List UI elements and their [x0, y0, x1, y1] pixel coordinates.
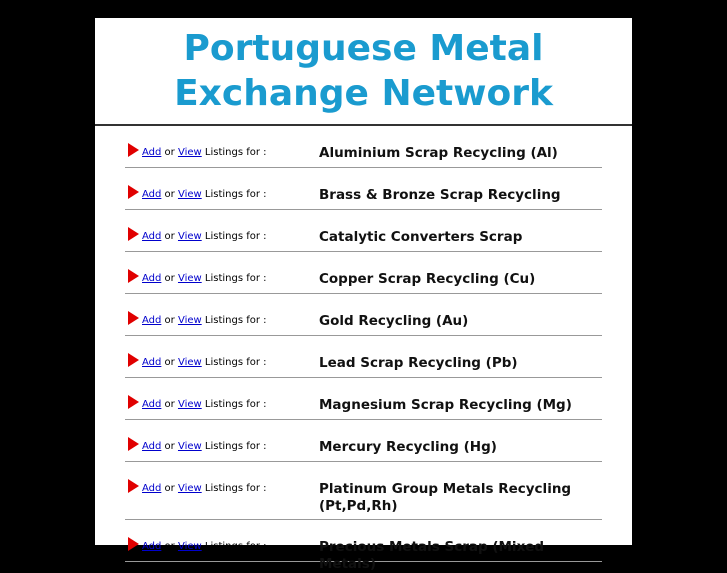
metal-name: Brass & Bronze Scrap Recycling — [319, 187, 561, 203]
arrow-right-icon — [128, 479, 139, 493]
or-text: or — [161, 357, 178, 368]
arrow-right-icon — [128, 269, 139, 283]
listings-for-text: Listings for : — [201, 399, 267, 410]
or-text: or — [161, 231, 178, 242]
metal-name: Precious Metals Scrap (Mixed Metals) — [319, 539, 545, 572]
listings-for-text: Listings for : — [201, 541, 267, 552]
or-text: or — [161, 315, 178, 326]
listings-for-text: Listings for : — [201, 147, 267, 158]
metal-name: Platinum Group Metals Recycling (Pt,Pd,Rh) — [319, 481, 572, 514]
add-link[interactable]: Add — [142, 189, 162, 200]
list-item — [125, 336, 602, 378]
arrow-right-icon — [128, 353, 139, 367]
list-item — [125, 126, 602, 168]
or-text: or — [161, 399, 178, 410]
listing-list — [125, 126, 602, 572]
add-link[interactable]: Add — [142, 273, 162, 284]
metal-name: Mercury Recycling (Hg) — [319, 439, 497, 455]
metal-name: Catalytic Converters Scrap — [319, 229, 523, 245]
row-actions — [125, 187, 319, 200]
list-item — [125, 210, 602, 252]
list-item — [125, 252, 602, 294]
title-line-2: Exchange Network — [174, 73, 553, 114]
listings-for-text: Listings for : — [201, 273, 267, 284]
view-link[interactable]: View — [177, 399, 202, 410]
arrow-right-icon — [128, 185, 139, 199]
or-text: or — [161, 541, 178, 552]
add-link[interactable]: Add — [142, 147, 162, 158]
listings-for-text: Listings for : — [201, 231, 267, 242]
arrow-right-icon — [128, 537, 139, 551]
view-link[interactable]: View — [177, 441, 202, 452]
add-link[interactable]: Add — [142, 357, 162, 368]
metal-name: Gold Recycling (Au) — [319, 313, 469, 329]
row-actions — [125, 539, 319, 552]
listings-for-text: Listings for : — [201, 483, 267, 494]
list-item — [125, 294, 602, 336]
add-link[interactable]: Add — [142, 483, 162, 494]
or-text: or — [161, 147, 178, 158]
view-link[interactable]: View — [177, 483, 202, 494]
row-actions — [125, 271, 319, 284]
page-header — [95, 18, 632, 126]
row-actions — [125, 397, 319, 410]
view-link[interactable]: View — [177, 273, 202, 284]
row-actions — [125, 439, 319, 452]
list-item — [125, 378, 602, 420]
list-item — [125, 462, 602, 520]
metal-name: Aluminium Scrap Recycling (Al) — [319, 145, 558, 161]
view-link[interactable]: View — [177, 231, 202, 242]
view-link[interactable]: View — [177, 541, 202, 552]
row-actions — [125, 481, 319, 494]
list-item — [125, 420, 602, 462]
arrow-right-icon — [128, 143, 139, 157]
title-line-1: Portuguese Metal — [183, 28, 544, 69]
row-actions — [125, 313, 319, 326]
or-text: or — [161, 273, 178, 284]
listings-for-text: Listings for : — [201, 357, 267, 368]
metal-name: Magnesium Scrap Recycling (Mg) — [319, 397, 572, 413]
row-actions — [125, 229, 319, 242]
page-container — [95, 18, 632, 572]
view-link[interactable]: View — [177, 357, 202, 368]
view-link[interactable]: View — [177, 189, 202, 200]
metal-name: Lead Scrap Recycling (Pb) — [319, 355, 518, 371]
view-link[interactable]: View — [177, 147, 202, 158]
page-title — [174, 26, 553, 116]
list-item — [125, 520, 602, 572]
arrow-right-icon — [128, 437, 139, 451]
add-link[interactable]: Add — [142, 315, 162, 326]
or-text: or — [161, 441, 178, 452]
or-text: or — [161, 189, 178, 200]
listings-for-text: Listings for : — [201, 315, 267, 326]
add-link[interactable]: Add — [142, 399, 162, 410]
or-text: or — [161, 483, 178, 494]
listings-for-text: Listings for : — [201, 441, 267, 452]
arrow-right-icon — [128, 227, 139, 241]
add-link[interactable]: Add — [142, 541, 162, 552]
row-actions — [125, 355, 319, 368]
add-link[interactable]: Add — [142, 441, 162, 452]
arrow-right-icon — [128, 395, 139, 409]
list-item — [125, 168, 602, 210]
row-actions — [125, 145, 319, 158]
view-link[interactable]: View — [177, 315, 202, 326]
arrow-right-icon — [128, 311, 139, 325]
listings-for-text: Listings for : — [201, 189, 267, 200]
add-link[interactable]: Add — [142, 231, 162, 242]
metal-name: Copper Scrap Recycling (Cu) — [319, 271, 536, 287]
